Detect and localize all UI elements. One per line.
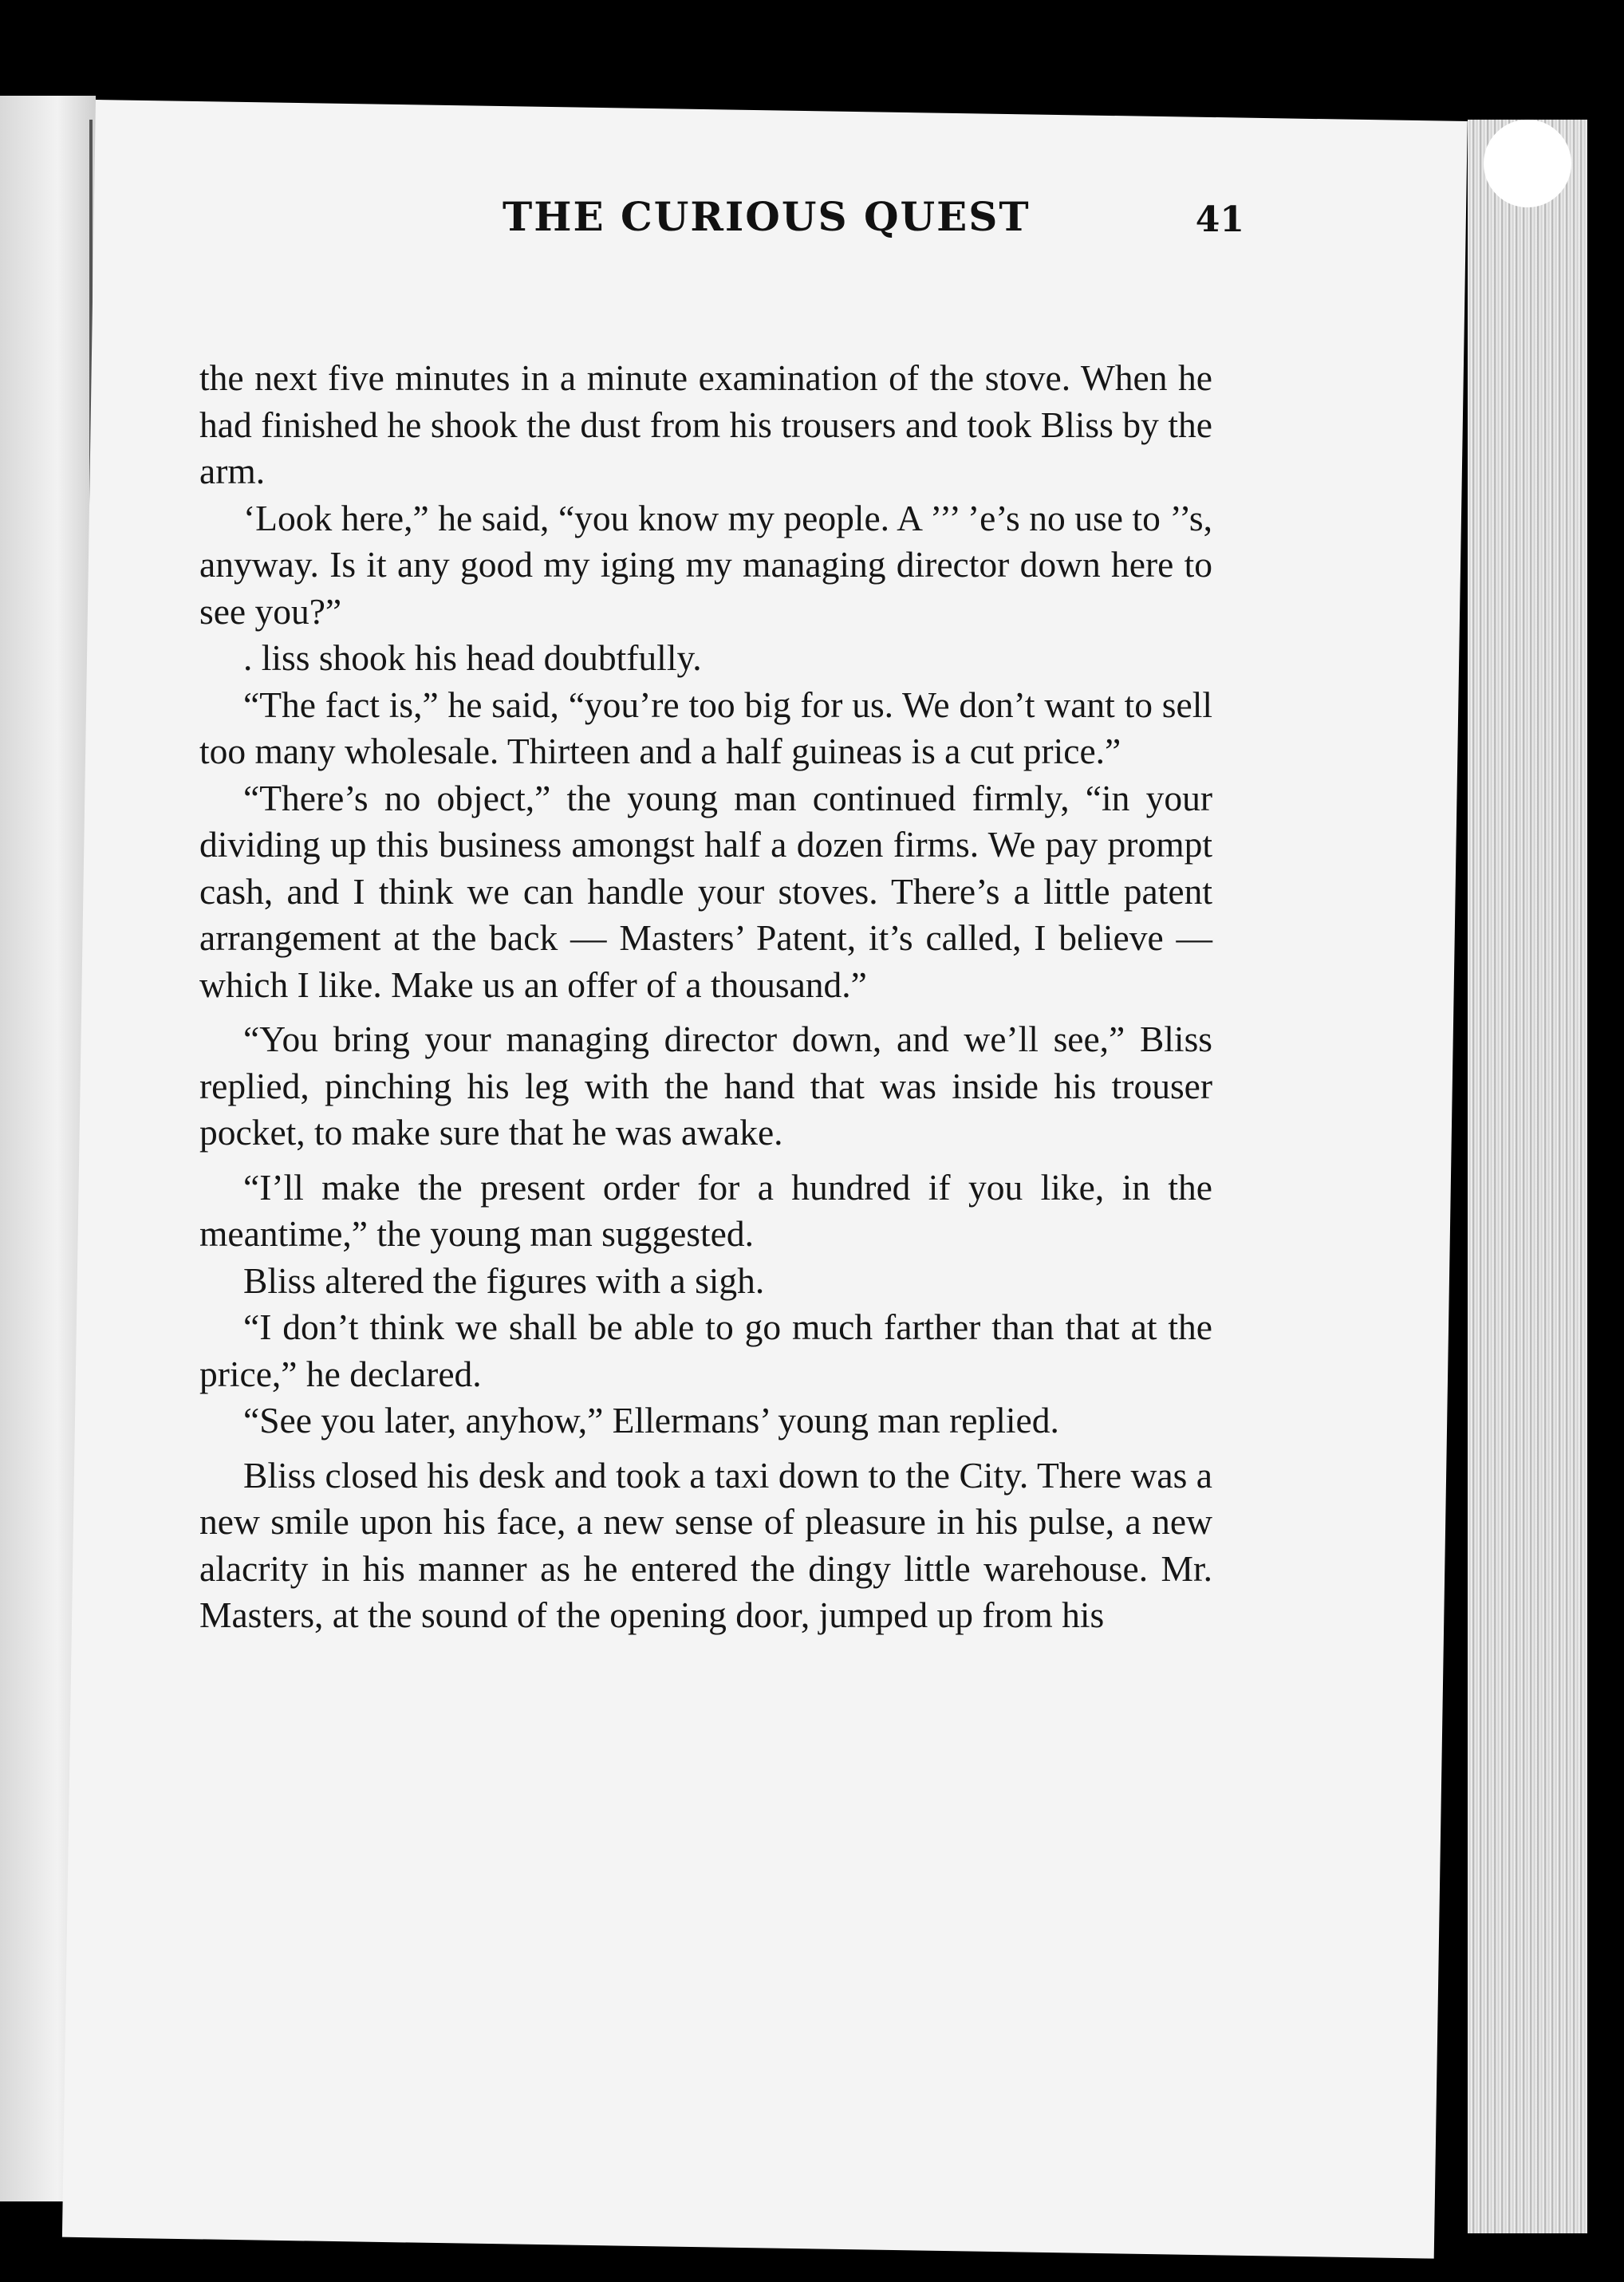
corner-blot <box>1484 120 1571 207</box>
paragraph: “I don’t think we shall be able to go much farther than that at the price,” he declared. <box>199 1307 1212 1394</box>
paragraph: . liss shook his head doubtfully. <box>243 637 702 678</box>
page-header <box>407 183 1244 247</box>
paragraph: “See you later, anyhow,” Ellermans’ young man replied. <box>243 1400 1059 1441</box>
paragraph: “You bring your managing director down, and we’ll see,” Bliss replied, pinching his leg with the hand that was inside his trouser pocket, to make sure that he was awake. <box>199 1019 1212 1153</box>
paragraph: Bliss altered the figures with a sigh. <box>243 1259 765 1301</box>
paragraph: “There’s no object,” the young man continued firmly, “in your dividing up this business amongst half a dozen firms. We pay prompt cash, and I think we can handle your stoves. There’s a little patent arrangement at the back — Masters’ Patent, it’s called, I believe — which I like. Make us an offer of a thousand.” <box>199 777 1212 1005</box>
paragraph: the next five minutes in a minute examination of the stove. When he had finished he shook the dust from his trousers and took Bliss by the arm. <box>199 357 1212 491</box>
paragraph: “The fact is,” he said, “you’re too big for us. We don’t want to sell too many wholesale. Thirteen and a half guineas is a cut price.” <box>199 684 1212 771</box>
paragraph: “I’ll make the present order for a hundred if you like, in the meantime,” the young man suggested. <box>199 1166 1212 1254</box>
paragraph: Bliss closed his desk and took a taxi down to the City. There was a new smile upon his face, a new sense of pleasure in his pulse, a new alacrity in his manner as he entered the dingy little warehouse. Mr. Masters, at the sound of the opening door, jumped up from his <box>199 1454 1212 1635</box>
page-edges-stack <box>1468 120 1587 2233</box>
page-body <box>199 355 1212 1639</box>
page-number: 41 <box>1195 199 1244 240</box>
paragraph: ‘Look here,” he said, “you know my people. A ’’’ ’e’s no use to ’’s, anyway. Is it any good my iging my managing director down here to see you?” <box>199 497 1212 632</box>
running-head: THE CURIOUS QUEST <box>503 193 1031 240</box>
